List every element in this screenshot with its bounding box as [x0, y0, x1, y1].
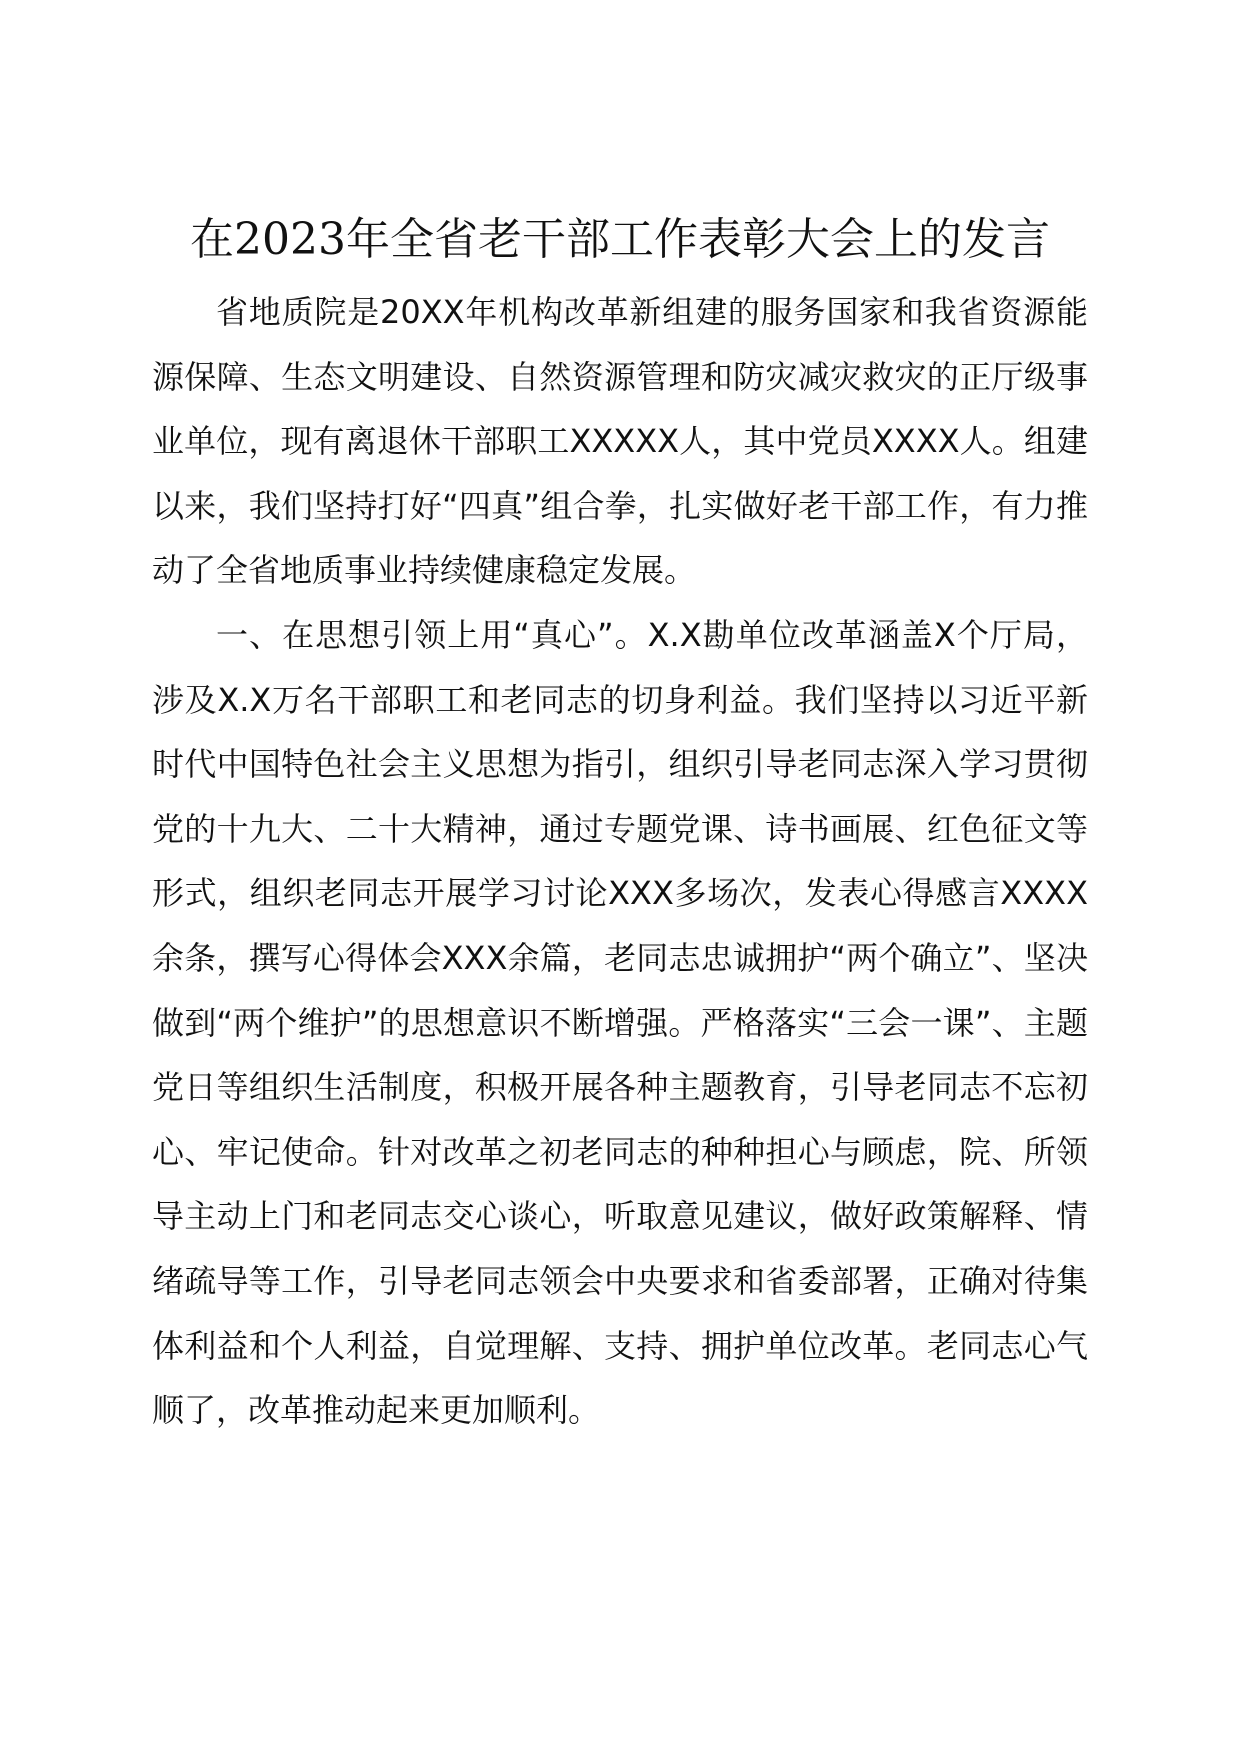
document-body — [152, 280, 1088, 1443]
document-title: 在2023年全省老干部工作表彰大会上的发言 — [190, 214, 1050, 265]
paragraph-section-one: 一、在思想引领上用“真心”。X.X勘单位改革涵盖X个厅局，涉及X.X万名干部职工和老同志的切身利益。我们坚持以习近平新时代中国特色社会主义思想为指引，组织引导老同志深入学习贯彻党的十九大、二十大精神，通过专题党课、诗书画展、红色征文等形式，组织老同志开展学习讨论XXX多场次，发表心得感言XXXX余条，撰写心得体会XXX余篇，老同志忠诚拥护“两个确立”、坚决做到“两个维护”的思想意识不断增强。严格落实“三会一课”、主题党日等组织生活制度，积极开展各种主题教育，引导老同志不忘初心、牢记使命。针对改革之初老同志的种种担心与顾虑，院、所领导主动上门和老同志交心谈心，听取意见建议，做好政策解释、情绪疏导等工作，引导老同志领会中央要求和省委部署，正确对待集体利益和个人利益，自觉理解、支持、拥护单位改革。老同志心气顺了，改革推动起来更加顺利。 — [152, 615, 1088, 1430]
paragraph-intro: 省地质院是20XX年机构改革新组建的服务国家和我省资源能源保障、生态文明建设、自然资源管理和防灾减灾救灾的正厅级事业单位，现有离退休干部职工XXXXX人，其中党员XXXX人。组建以来，我们坚持打好“四真”组合拳，扎实做好老干部工作，有力推动了全省地质事业持续健康稳定发展。 — [152, 293, 1088, 590]
